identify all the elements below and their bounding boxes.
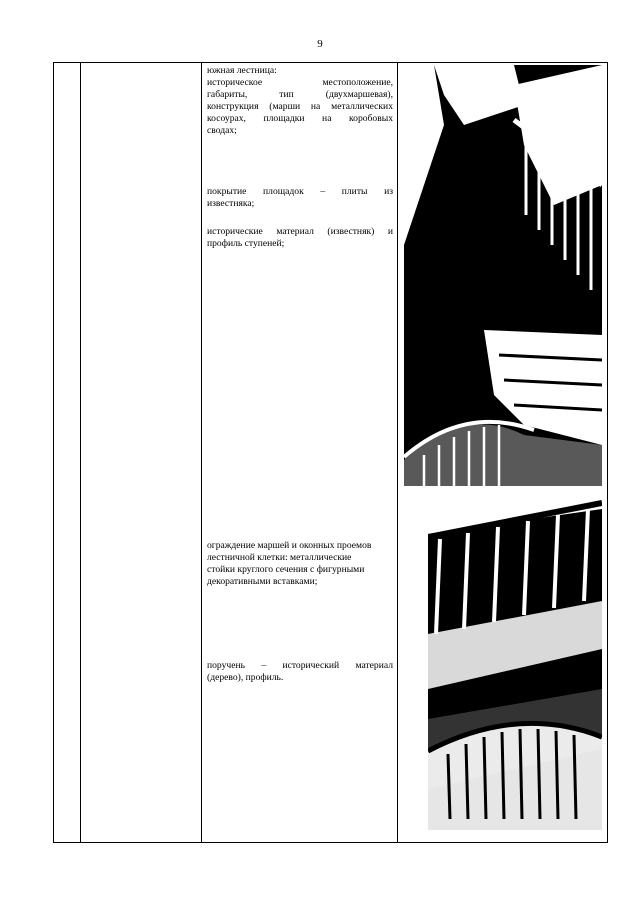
paragraph-step-material: [207, 226, 393, 250]
text-line: (дерево), профиль.: [207, 672, 284, 683]
text-line: историческое местоположение,: [207, 77, 393, 88]
text-line: косоурах, площадки на коробовых: [207, 113, 393, 124]
text-line: габариты, тип (двухмаршевая),: [207, 89, 393, 100]
column-divider: [397, 63, 398, 842]
text-line: сводах;: [207, 125, 237, 136]
text-line: конструкция (марши на металлических: [207, 101, 393, 112]
page-number: 9: [317, 38, 323, 50]
column-divider: [201, 63, 202, 842]
protection-table: [53, 62, 608, 843]
paragraph-handrail: [207, 660, 393, 684]
text-line: профиль ступеней;: [207, 238, 285, 249]
staircase-photo-bottom: [428, 489, 602, 830]
text-line: исторические материал (известняк) и: [207, 226, 393, 237]
paragraph-south-staircase: [207, 65, 393, 137]
text-line: лестничной клетки: металлические: [207, 552, 352, 563]
column-divider: [80, 63, 81, 842]
text-line: ограждение маршей и оконных проемов: [207, 540, 372, 551]
paragraph-landing-covering: [207, 186, 393, 210]
text-line: покрытие площадок – плиты из: [207, 186, 393, 197]
text-line: стойки круглого сечения с фигурными: [207, 564, 365, 575]
paragraph-railing-fence: [207, 540, 393, 588]
text-line: южная лестница:: [207, 65, 277, 76]
text-line: поручень – исторический материал: [207, 660, 393, 671]
staircase-photo-top: [404, 65, 602, 486]
text-line: известняка;: [207, 198, 255, 209]
text-line: декоративными вставками;: [207, 576, 318, 587]
